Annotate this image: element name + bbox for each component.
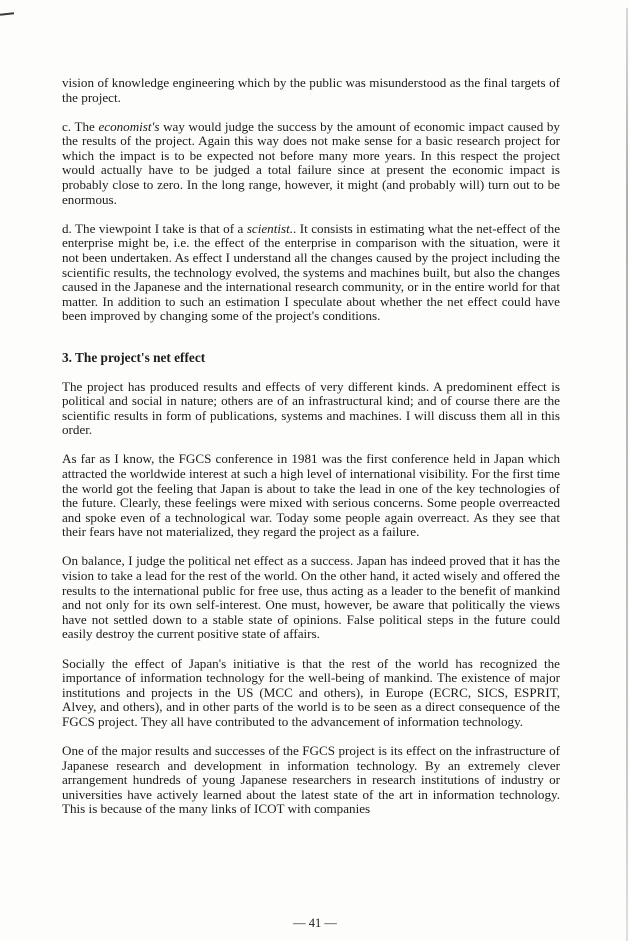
- paragraph-d-prefix: d. The viewpoint I take is that of a: [62, 220, 247, 236]
- paragraph-social-effect: Socially the effect of Japan's initiative is that the rest of the world has recognized the importance of information technology for the well-being of mankind. The existence of major institutions and projects in the US (MCC and others), in Europe (ECRC, SICS, ESPRIT, Alvey, and others), and in other parts of the world is to be seen as a direct consequence of the FGCS project. They all have contributed to the advancement of information technology.: [62, 655, 560, 729]
- scan-edge-mark: [0, 12, 14, 15]
- paragraph-c-economist: [62, 120, 560, 208]
- document-page: [62, 76, 560, 831]
- paragraph-d-emphasis: scientist.: [246, 220, 294, 236]
- paragraph-c-prefix: c. The: [62, 118, 99, 134]
- section-heading: 3. The project's net effect: [62, 349, 206, 365]
- paragraph-d-body: . It consists in estimating what the net-effect of the enterprise might be, i.e. the effect of the enterprise in comparison with the situation, were it not been undertaken. As effect I understand all the changes caused by the project including the scientific results, the technology evolved, the systems and machines built, but also the changes caused in the Japanese and the international research community, or in the entire world for that matter. In addition to such an estimation I speculate about whether the net effect could have been improved by changing some of the project's conditions.: [62, 220, 561, 324]
- page-number: — 41 —: [293, 916, 337, 930]
- paragraph-c-emphasis: economist's: [98, 118, 160, 134]
- paragraph-c-body: way would judge the success by the amount of economic impact caused by the results of the project. Again this way does not make sense for a basic research project for which the impact is to be expected not before many more years. In this respect the project would actually have to be judged a total failure since at present the economic impact is probably close to zero. In the long range, however, it might (and probably will) turn out to be enormous.: [62, 118, 560, 207]
- paragraph-fgcs-conference: As far as I know, the FGCS conference in 1981 was the first conference held in Japan which attracted the worldwide interest at such a high level of international visibility. For the first time the world got the feeling that Japan is about to take the lead in one of the key technologies of the future. Clearly, these feelings were mixed with serious concerns. Some people overreacted and spoke even of a technological war. Today some people again overreact. As they see that their fears have not materialized, they regard the project as a failure.: [62, 451, 560, 540]
- paragraph-political-effect: On balance, I judge the political net effect as a success. Japan has indeed proved that it has the vision to take a lead for the rest of the world. On the other hand, it acted wisely and offered the results to the international public for free use, thus acting as a leader to the benefit of mankind and not only for its own self-interest. One must, however, be aware that politically the views have not settled down to a stable state of opinions. False political steps in the future could easily destroy the current positive state of affairs.: [62, 553, 560, 642]
- paragraph-d-scientist: [62, 222, 560, 324]
- paragraph-infrastructure-effect: One of the major results and successes of the FGCS project is its effect on the infrastructure of Japanese research and development in information technology. By an extremely clever arrangement hundreds of young Japanese researchers in research institutions of industry or universities have actively learned about the latest state of the art in information technology. This is because of the many links of ICOT with companies: [62, 742, 560, 817]
- paragraph-overview: The project has produced results and effects of very different kinds. A predominent effect is political and social in nature; others are of an infrastructural kind; and of course there are the scientific results in form of publications, systems and machines. I will discuss them all in this order.: [62, 378, 560, 438]
- paragraph-b-continued: vision of knowledge engineering which by the public was misunderstood as the final targets of the project.: [62, 75, 560, 105]
- scan-page-border: [626, 8, 628, 941]
